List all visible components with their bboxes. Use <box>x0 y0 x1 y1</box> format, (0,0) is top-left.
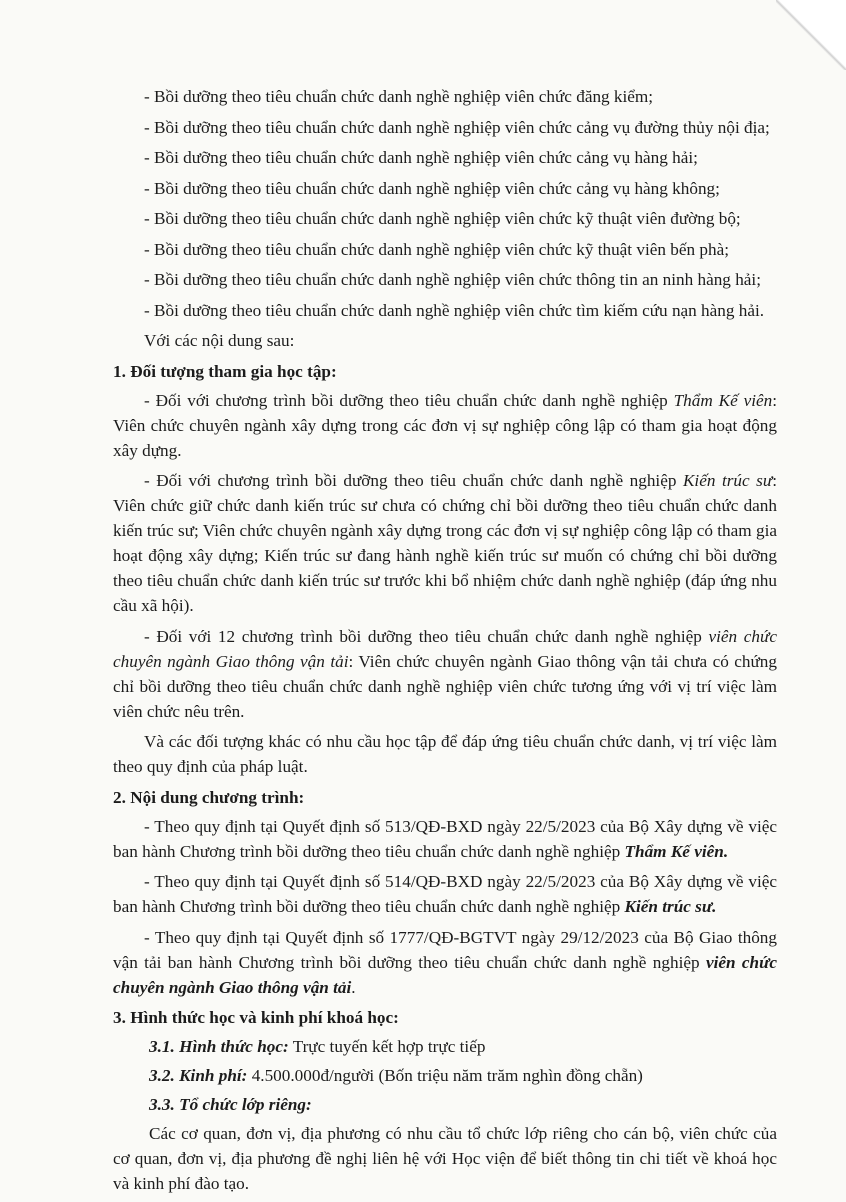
text-run: - Đối với 12 chương trình bồi dưỡng theo tiêu chuẩn chức danh nghề nghiệp <box>144 626 709 646</box>
emphasis-text: Thẩm Kế viên <box>673 390 773 410</box>
document-body <box>113 84 777 1202</box>
bullet-item: - Bồi dưỡng theo tiêu chuẩn chức danh nghề nghiệp viên chức tìm kiếm cứu nạn hàng hải. <box>144 300 765 320</box>
text-run: - Theo quy định tại Quyết định số 1777/QĐ-BGTVT ngày 29/12/2023 của Bộ Giao thông vận tải ban hành Chương trình bồi dưỡng theo tiêu chuẩn chức danh nghề nghiệp <box>113 927 777 972</box>
subsection-label: 3.2. Kinh phí: <box>149 1066 248 1085</box>
section-2-paragraph <box>113 869 777 919</box>
bold-italic-text: Kiến trúc sư. <box>624 897 717 916</box>
bullet-item: - Bồi dưỡng theo tiêu chuẩn chức danh nghề nghiệp viên chức cảng vụ hàng không; <box>144 178 720 198</box>
bullet-item: - Bồi dưỡng theo tiêu chuẩn chức danh nghề nghiệp viên chức kỹ thuật viên bến phà; <box>144 239 729 259</box>
emphasis-text: viên chức chuyên ngành Giao thông vận tải <box>113 626 777 671</box>
text-run: - Đối với chương trình bồi dưỡng theo tiêu chuẩn chức danh nghề nghiệp <box>144 471 683 490</box>
text-run: - Theo quy định tại Quyết định số 514/QĐ-BXD ngày 22/5/2023 của Bộ Xây dựng về việc ban hành Chương trình bồi dưỡng theo tiêu chuẩn chức danh nghề nghiệp <box>113 872 777 916</box>
section-2-paragraph <box>113 814 777 864</box>
text-run: : Viên chức chuyên ngành xây dựng trong các đơn vị sự nghiệp công lập có tham gia hoạt động xây dựng. <box>113 390 777 460</box>
bold-italic-text: viên chức chuyên ngành Giao thông vận tải <box>113 952 777 997</box>
bullet-item: - Bồi dưỡng theo tiêu chuẩn chức danh nghề nghiệp viên chức kỹ thuật viên đường bộ; <box>144 209 741 228</box>
subsection-value: 4.500.000đ/người (Bốn triệu năm trăm nghìn đồng chẵn) <box>247 1066 643 1085</box>
section-2-paragraph <box>113 925 777 1000</box>
intro-text: Với các nội dung sau: <box>144 331 295 350</box>
text-run: - Đối với chương trình bồi dưỡng theo tiêu chuẩn chức danh nghề nghiệp <box>144 390 674 410</box>
text-run: : Viên chức giữ chức danh kiến trúc sư chưa có chứng chỉ bồi dưỡng theo tiêu chuẩn chức danh kiến trúc sư; Viên chức chuyên ngành xây dựng trong các đơn vị sự nghiệp công lập có tham gia hoạt động xây dựng; Kiến trúc sư đang hành nghề kiến trúc sư muốn có chứng chỉ bồi dưỡng theo tiêu chuẩn chức danh kiến trúc sư trước khi bổ nhiệm chức danh nghề nghiệp (đáp ứng nhu cầu xã hội). <box>113 471 777 615</box>
page-corner-fold <box>776 0 846 70</box>
section-3-heading: 3. Hình thức học và kinh phí khoá học: <box>113 1008 399 1027</box>
bullet-item: - Bồi dưỡng theo tiêu chuẩn chức danh nghề nghiệp viên chức đăng kiểm; <box>144 87 654 106</box>
subsection-3-3 <box>113 1092 777 1117</box>
section-2-heading: 2. Nội dung chương trình: <box>113 787 305 807</box>
section-1-paragraph <box>113 468 777 618</box>
subsection-value: Trực tuyến kết hợp trực tiếp <box>288 1037 486 1056</box>
section-1-paragraph: Và các đối tượng khác có nhu cầu học tập để đáp ứng tiêu chuẩn chức danh, vị trí việc làm theo quy định của pháp luật. <box>113 732 777 776</box>
emphasis-text: Kiến trúc sư <box>682 471 773 490</box>
section-3-paragraph: Các cơ quan, đơn vị, địa phương có nhu cầu tổ chức lớp riêng cho cán bộ, viên chức của cơ quan, đơn vị, địa phương đề nghị liên hệ với Học viện để biết thông tin chi tiết về khoá học và kinh phí đào tạo. <box>113 1124 777 1193</box>
section-1-heading: 1. Đối tượng tham gia học tập: <box>113 361 337 381</box>
text-run: : Viên chức chuyên ngành Giao thông vận tải chưa có chứng chỉ bồi dưỡng theo tiêu chuẩn chức danh nghề nghiệp viên chức tương ứng với vị trí việc làm viên chức nêu trên. <box>113 651 777 721</box>
bold-italic-text: Thẩm Kế viên. <box>624 841 729 861</box>
bullet-item: - Bồi dưỡng theo tiêu chuẩn chức danh nghề nghiệp viên chức cảng vụ hàng hải; <box>144 148 698 167</box>
subsection-label: 3.1. Hình thức học: <box>149 1037 289 1056</box>
bullet-item: - Bồi dưỡng theo tiêu chuẩn chức danh nghề nghiệp viên chức thông tin an ninh hàng hải; <box>144 270 761 289</box>
subsection-3-1 <box>113 1034 777 1059</box>
section-1-paragraph <box>113 388 777 463</box>
subsection-label: 3.3. Tổ chức lớp riêng: <box>149 1095 312 1114</box>
section-1-paragraph <box>113 624 777 724</box>
subsection-3-2 <box>113 1063 777 1088</box>
text-run: . <box>351 977 356 997</box>
text-run: - Theo quy định tại Quyết định số 513/QĐ-BXD ngày 22/5/2023 của Bộ Xây dựng về việc ban hành Chương trình bồi dưỡng theo tiêu chuẩn chức danh nghề nghiệp <box>113 816 777 861</box>
bullet-item: - Bồi dưỡng theo tiêu chuẩn chức danh nghề nghiệp viên chức cảng vụ đường thủy nội địa; <box>144 117 770 137</box>
